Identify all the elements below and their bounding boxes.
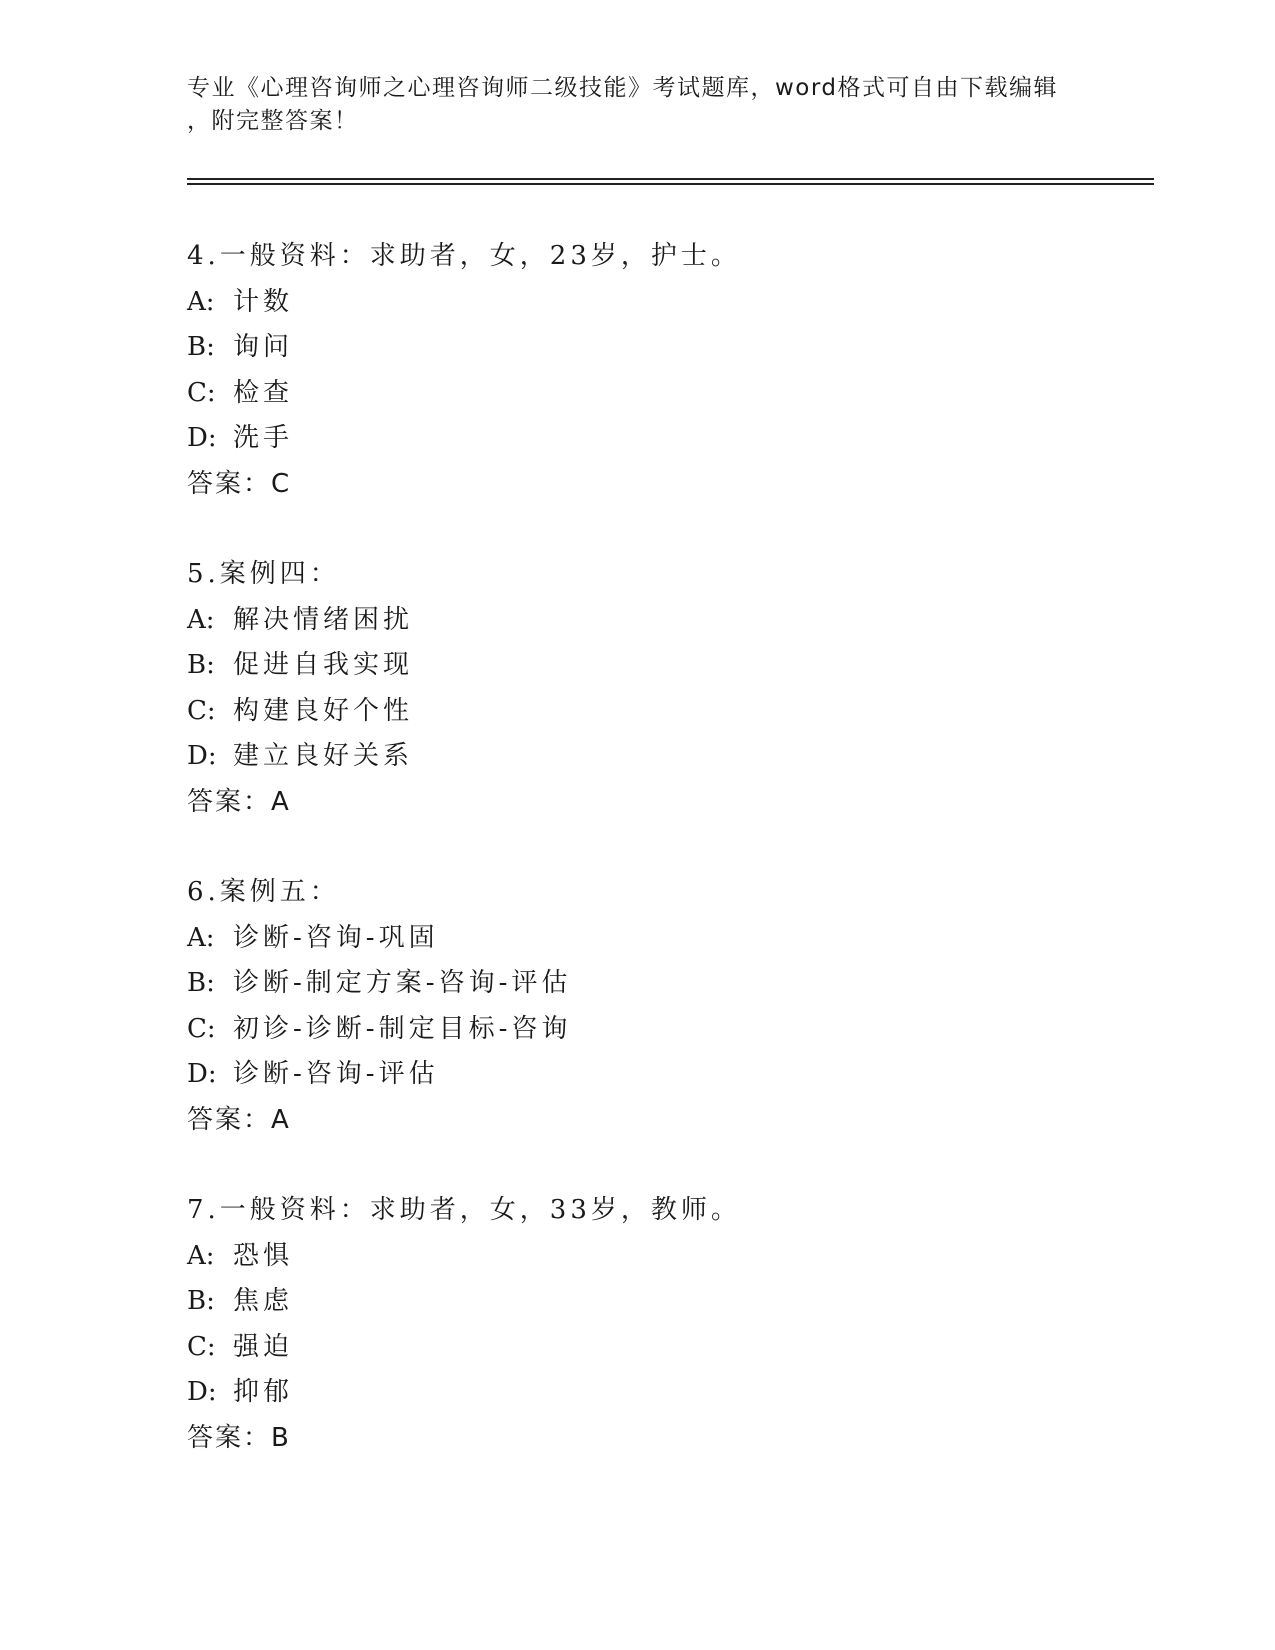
header-title-line-1: 专业《心理咨询师之心理咨询师二级技能》考试题库，word格式可自由下载编辑 bbox=[187, 75, 1059, 101]
document-header bbox=[187, 72, 1087, 138]
answer-line: 答案：B bbox=[187, 1422, 291, 1453]
option-label: A: bbox=[187, 286, 215, 317]
option-a bbox=[187, 598, 1147, 644]
option-label: C: bbox=[187, 695, 216, 726]
question-5 bbox=[187, 552, 1147, 825]
question-list bbox=[187, 234, 1147, 1506]
option-text: 洗手 bbox=[233, 423, 294, 453]
option-c bbox=[187, 1325, 1147, 1371]
header-title-line-2: ，附完整答案！ bbox=[187, 108, 359, 134]
option-text: 诊断-制定方案-咨询-评估 bbox=[233, 968, 572, 998]
option-label: A: bbox=[187, 604, 215, 635]
question-stem: 4.一般资料：求助者，女，23岁，护士。 bbox=[187, 241, 741, 271]
option-label: A: bbox=[187, 922, 215, 953]
option-text: 促进自我实现 bbox=[233, 650, 414, 680]
option-c bbox=[187, 689, 1147, 735]
option-text: 检查 bbox=[233, 377, 294, 408]
answer-line: 答案：A bbox=[187, 786, 291, 817]
option-label: B: bbox=[187, 332, 215, 362]
option-b bbox=[187, 643, 1147, 689]
option-text: 恐惧 bbox=[233, 1240, 294, 1271]
option-text: 诊断-咨询-评估 bbox=[233, 1059, 439, 1089]
option-label: D: bbox=[187, 1059, 217, 1089]
answer-line: 答案：C bbox=[187, 468, 292, 499]
option-text: 询问 bbox=[233, 332, 294, 362]
option-text: 强迫 bbox=[233, 1331, 294, 1362]
option-text: 抑郁 bbox=[233, 1377, 294, 1407]
option-label: B: bbox=[187, 1286, 215, 1316]
option-a bbox=[187, 280, 1147, 326]
option-d bbox=[187, 1052, 1147, 1098]
header-divider-bottom bbox=[187, 183, 1154, 185]
question-6 bbox=[187, 870, 1147, 1143]
answer-line: 答案：A bbox=[187, 1104, 291, 1135]
option-text: 解决情绪困扰 bbox=[233, 604, 414, 635]
option-text: 焦虑 bbox=[233, 1286, 294, 1316]
option-label: C: bbox=[187, 377, 216, 408]
question-stem: 6.案例五： bbox=[187, 877, 340, 907]
option-label: C: bbox=[187, 1331, 216, 1362]
option-d bbox=[187, 416, 1147, 462]
option-c bbox=[187, 1007, 1147, 1053]
option-text: 计数 bbox=[233, 286, 294, 317]
option-label: D: bbox=[187, 741, 217, 771]
option-label: D: bbox=[187, 1377, 217, 1407]
header-divider-top bbox=[187, 178, 1154, 180]
option-b bbox=[187, 961, 1147, 1007]
option-b bbox=[187, 325, 1147, 371]
question-4 bbox=[187, 234, 1147, 507]
option-d bbox=[187, 734, 1147, 780]
option-text: 诊断-咨询-巩固 bbox=[233, 922, 439, 953]
option-text: 初诊-诊断-制定目标-咨询 bbox=[233, 1013, 572, 1044]
option-label: A: bbox=[187, 1240, 215, 1271]
option-text: 构建良好个性 bbox=[233, 695, 414, 726]
option-a bbox=[187, 916, 1147, 962]
option-d bbox=[187, 1370, 1147, 1416]
option-text: 建立良好关系 bbox=[233, 741, 414, 771]
question-stem: 5.案例四： bbox=[187, 559, 340, 589]
option-label: B: bbox=[187, 968, 215, 998]
option-a bbox=[187, 1234, 1147, 1280]
question-7 bbox=[187, 1188, 1147, 1461]
option-label: C: bbox=[187, 1013, 216, 1044]
option-b bbox=[187, 1279, 1147, 1325]
option-label: B: bbox=[187, 650, 215, 680]
option-c bbox=[187, 371, 1147, 417]
option-label: D: bbox=[187, 423, 217, 453]
question-stem: 7.一般资料：求助者，女，33岁，教师。 bbox=[187, 1195, 741, 1225]
